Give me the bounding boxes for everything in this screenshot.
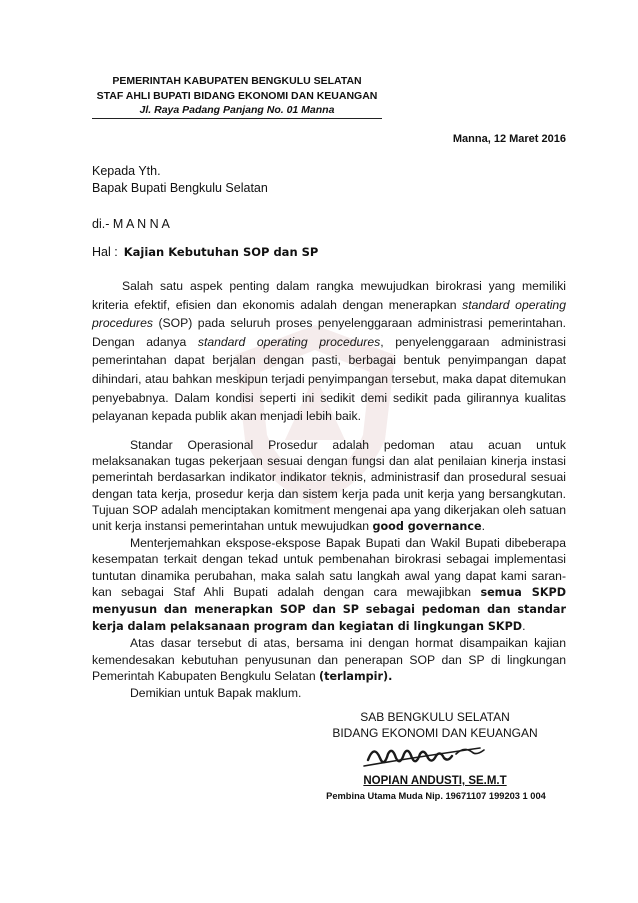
paragraph2-text-a: Standar Operasional Prosedur adalah pedoman atau acuan untuk melaksanakan tugas pekerjaan sesuai dengan fungsi dan alat penilaian kinerja instasi pemerintah berdasarkan indikator indikator teknis, administrasif dan prosedural sesuai dengan tata kerja, prosedur kerja dan sistem kerja pada unit kerja yang bersangkutan. Tujuan SOP adalah menciptakan komitment mengenai apa yang dikerjakan oleh satuan unit kerja instansi pemerintahan untuk mewujudkan	[92, 438, 566, 534]
paragraph1-term-sop-2: standard operating procedures	[197, 334, 381, 349]
subject-line	[92, 245, 318, 259]
paragraph1-text-a: Salah satu aspek penting dalam rangka mewujudkan birokrasi yang memiliki kriteria efektif, efisien dan ekonomis adalah dengan menerapkan	[92, 279, 566, 312]
paragraph3-text-a: Menterjemahkan ekspose-ekspose Bapak Bupati dan Wakil Bupati dibeberapa kesempatan terkait dengan tekad untuk pembenahan birokrasi sebagai implementasi tuntutan dinamika perubahan, maka salah satu langkah awal yang dapat kami sarankan sebagai Staf Ahli Bupati adalah dengan cara mewajibkan	[92, 536, 566, 599]
letterhead-address: Jl. Raya Padang Panjang No. 01 Manna	[139, 104, 335, 116]
paragraph2-text-c: .	[481, 519, 485, 534]
letter-date: Manna, 12 Maret 2016	[452, 133, 566, 145]
paragraph3-bold-recommendation: semua SKPD menyusun dan menerapkan SOP dan SP sebagai pedoman dan standar kerja dalam pelaksanaan program dan kegiatan di lingkungan SKPD	[92, 585, 567, 634]
recipient-block	[92, 163, 268, 197]
paragraph-definition	[92, 437, 566, 535]
recipient-name: Bapak Bupati Bengkulu Selatan	[92, 181, 268, 195]
closing-text: Demikian untuk Bapak maklum.	[130, 686, 302, 701]
signature-unit-line2: BIDANG EKONOMI DAN KEUANGAN	[332, 726, 538, 740]
paragraph4-text-a: Atas dasar tersebut di atas, bersama ini dengan hormat disampaikan kajian kemendesakan kebutuhan penyusunan dan penerapan SOP dan SP di lingkungan Pemerintah Kabupaten Bengkulu Selatan	[92, 636, 566, 683]
letterhead-divider	[92, 118, 382, 119]
paragraph-recommendation	[92, 535, 566, 635]
handwritten-signature-icon	[360, 738, 490, 774]
recipient-salutation: Kepada Yth.	[92, 164, 161, 178]
paragraph3-text-c: .	[522, 619, 526, 634]
letterhead	[92, 74, 382, 118]
letter-body	[92, 437, 566, 701]
subject-label: Hal :	[92, 245, 118, 259]
paragraph2-good-governance: good governance	[372, 520, 482, 534]
paragraph-closing	[92, 685, 566, 701]
paragraph1-text-e: , penyelenggaraan administrasi pemerintahan dapat berjalan dengan pasti, berbagai bentuk penyimpangan dapat dihindari, atau bahkan meskipun terjadi penyimpangan tersebut, maka dapat ditemukan penyebabnya. Dalam kondisi seperti ini sedikit demi sedikit pada gilirannya kualitas pelayanan kepada publik akan menjadi lebih baik.	[92, 334, 566, 424]
signatory-name: NOPIAN ANDUSTI, SE.M.T	[363, 775, 507, 787]
signature-unit-line1: SAB BENGKULU SELATAN	[360, 710, 510, 724]
subject-text: Kajian Kebutuhan SOP dan SP	[123, 245, 319, 259]
letterhead-government: PEMERINTAH KABUPATEN BENGKULU SELATAN	[112, 75, 362, 87]
paragraph-intro	[92, 277, 566, 426]
letterhead-office: STAF AHLI BUPATI BIDANG EKONOMI DAN KEUANGAN	[96, 89, 378, 102]
recipient-location: di.- M A N N A	[92, 217, 170, 231]
signatory-nip: Pembina Utama Muda Nip. 19671107 199203 1 004	[326, 791, 546, 801]
paragraph4-attached: (terlampir).	[319, 669, 393, 683]
signature-unit	[310, 709, 560, 741]
paragraph-submission	[92, 635, 566, 685]
paragraph1-text-c: (SOP) pada seluruh proses penyelenggaraan administrasi pemerintahan. Dengan adanya	[92, 316, 566, 349]
paragraph1-term-sop: standard operating procedures	[92, 297, 566, 331]
